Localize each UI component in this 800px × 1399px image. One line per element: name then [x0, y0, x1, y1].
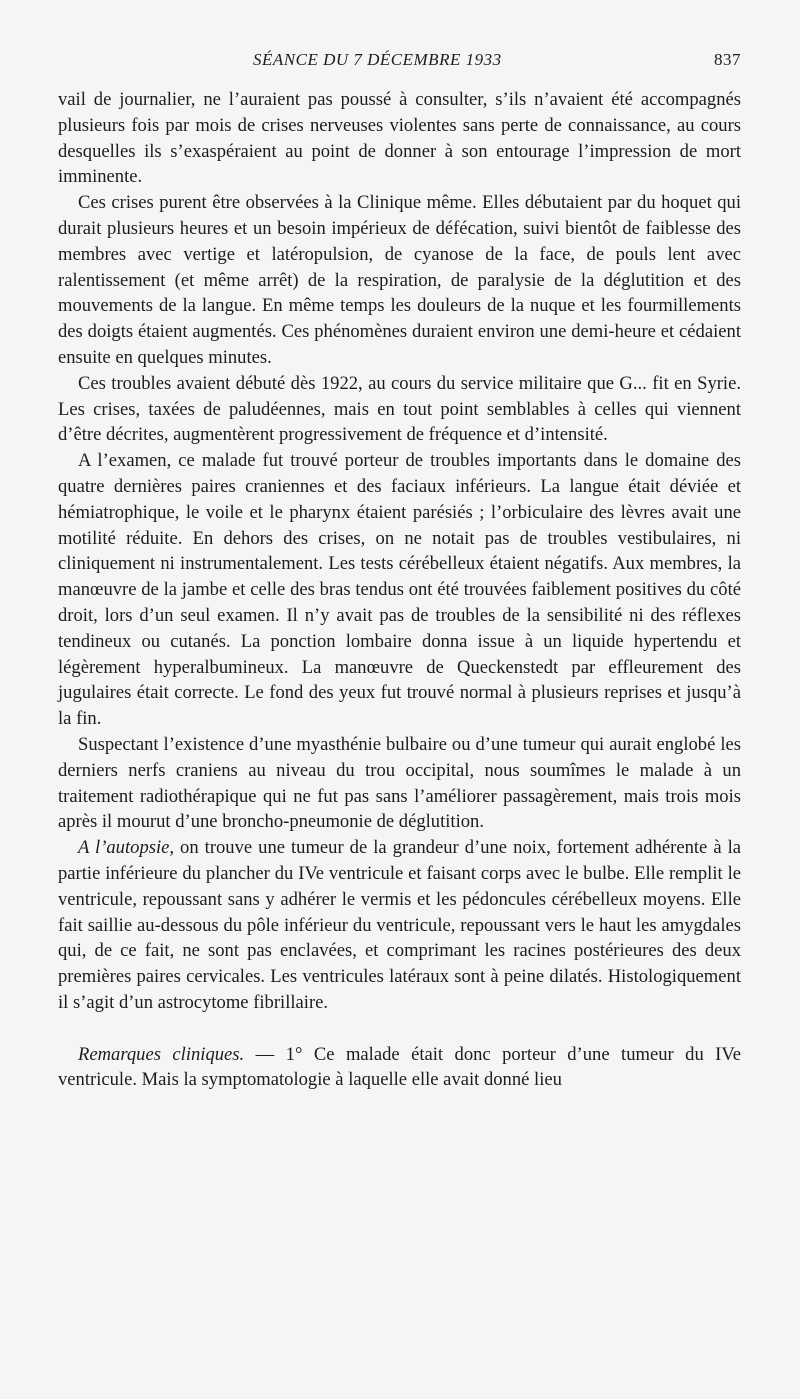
paragraph-remarks — [58, 1042, 741, 1094]
paragraph-treatment: Suspectant l’existence d’une myasthénie bulbaire ou d’une tumeur qui aurait englobé les derniers nerfs craniens au niveau du trou occipital, nous soumîmes le malade à un traitement radiothérapique qui ne fut pas sans l’améliorer passagèrement, mais trois mois après il mourut d’une broncho-pneumonie de déglutition. — [58, 733, 741, 833]
paragraph-examination: A l’examen, ce malade fut trouvé porteur de troubles importants dans le domaine des quatre dernières paires craniennes et des faciaux inférieurs. La langue était déviée et hémiatrophique, le voile et le pharynx étaient parésiés ; l’orbiculaire des lèvres avait une motilité réduite. En dehors des crises, on ne notait pas de troubles vestibulaires, ni cliniquement ni instrumentalement. Les tests cérébelleux étaient négatifs. Aux membres, la manœuvre de la jambe et celle des bras tendus ont été trouvées faiblement positives du côté droit, lors d’un seul examen. Il n’y avait pas de troubles de la sensibilité ni des réflexes tendineux ou cutanés. La ponction lombaire donna issue à un liquide hypertendu et légèrement hyperalbumineux. La manœuvre de Queckenstedt par effleurement des jugulaires était correcte. Le fond des yeux fut trouvé normal à plusieurs reprises et jusqu’à la fin. — [58, 450, 741, 730]
header-title: SÉANCE DU 7 DÉCEMBRE 1933 — [253, 50, 502, 69]
remarks-lead: Remarques cliniques. — [78, 1043, 245, 1065]
paragraph-autopsy — [58, 835, 741, 1016]
body-text — [58, 87, 741, 1093]
paragraph-crises: Ces crises purent être observées à la Clinique même. Elles débutaient par du hoquet qui durait plusieurs heures et un besoin impérieux de défécation, suivi bientôt de faiblesse des membres avec vertige et latéropulsion, de cyanose de la face, de pouls lent avec ralentissement (et même arrêt) de la respiration, de paralysie de la déglutition et des mouvements de la langue. En même temps les douleurs de la nuque et les fourmillements des doigts étaient augmentés. Ces phénomènes duraient environ une demi-heure et cédaient ensuite en quelques minutes. — [58, 192, 741, 368]
page-number: 837 — [714, 50, 741, 69]
paragraph-history: Ces troubles avaient débuté dès 1922, au cours du service militaire que G... fit en Syrie. Les crises, taxées de paludéennes, mais en tout point semblables à celles qui viennent d’être décrites, augmentèrent progressivement de fréquence et d’intensité. — [58, 372, 741, 446]
paragraph-continuation: vail de journalier, ne l’auraient pas poussé à consulter, s’ils n’avaient été accompagnés plusieurs fois par mois de crises nerveuses violentes sans perte de connaissance, au cours desquelles ils s’exaspéraient au point de donner à son entourage l’impression de mort imminente. — [58, 89, 741, 188]
autopsy-lead: A l’autopsie, — [78, 837, 175, 859]
remarks-text: — 1° Ce malade était donc porteur d’une tumeur du IVe ventricule. Mais la symptomatologie à laquelle elle avait donné lieu — [58, 1043, 741, 1091]
running-header — [58, 50, 741, 74]
autopsy-text: on trouve une tumeur de la grandeur d’une noix, fortement adhérente à la partie inférieure du plancher du IVe ventricule et faisant corps avec le bulbe. Elle remplit le ventricule, repoussant sans y adhérer le vermis et les pédoncules cérébelleux moyens. Elle fait saillie au-dessous du pôle inférieur du ventricule, repoussant vers le haut les amygdales qui, de ce fait, ne sont pas enclavées, et comprimant les racines postérieures des deux premières paires cervicales. Les ventricules latéraux sont à peine dilatés. Histologiquement il s’agit d’un astrocytome fibrillaire. — [58, 837, 741, 1013]
